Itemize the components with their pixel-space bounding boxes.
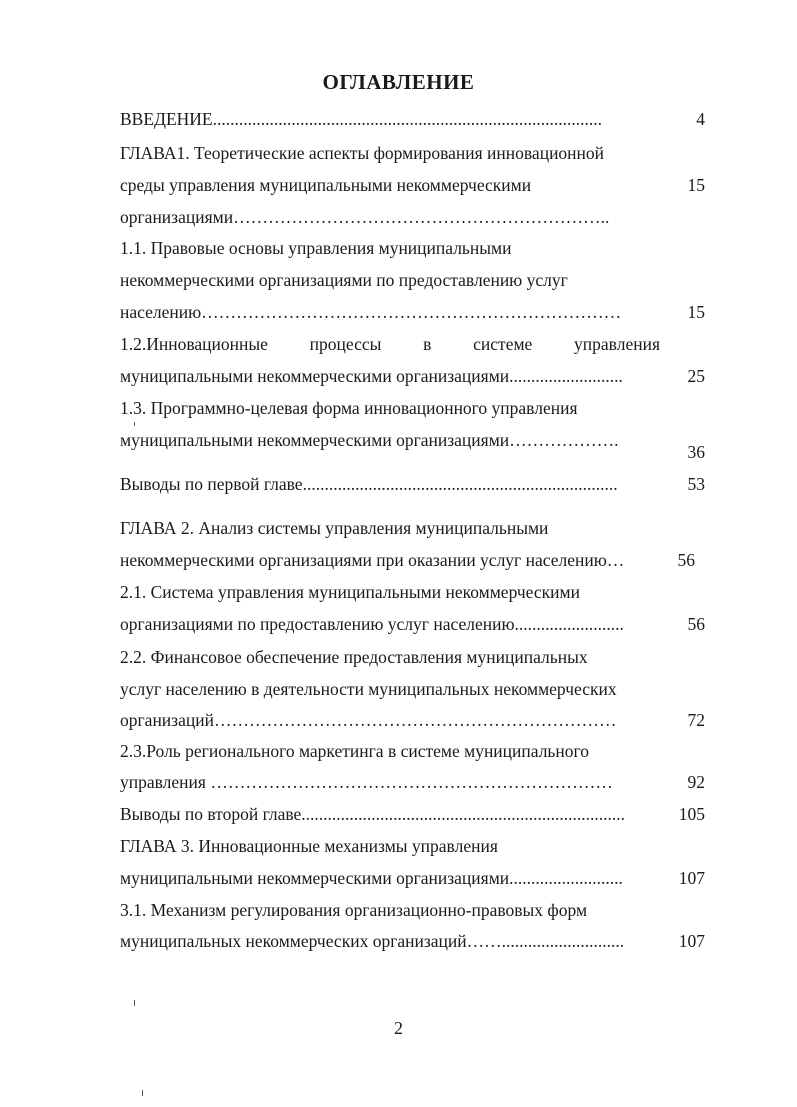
- scan-mark: [134, 1000, 135, 1006]
- toc-line: 2.1. Система управления муниципальными некоммерческими: [120, 582, 580, 602]
- toc-page-number: 107: [678, 868, 705, 888]
- toc-line: ГЛАВА1. Теоретические аспекты формирования инновационной: [120, 143, 605, 163]
- toc-line: муниципальными некоммерческими организациями……………….: [120, 430, 619, 450]
- page-number: 2: [394, 1018, 403, 1038]
- toc-line: ГЛАВА 3. Инновационные механизмы управления: [120, 836, 498, 856]
- toc-line: некоммерческими организациями при оказании услуг населению…: [120, 550, 625, 570]
- toc-page-number: 36: [687, 442, 705, 462]
- scan-mark: [142, 1090, 143, 1096]
- toc-line: управления ……………………………………………………………: [120, 772, 613, 792]
- toc-line: населению………………………………………………………………: [120, 302, 622, 322]
- toc-page-number: 4: [696, 109, 705, 129]
- toc-line: Выводы по второй главе..........................................................................: [120, 804, 626, 824]
- toc-line: организациями по предоставлению услуг населению.........................: [120, 614, 624, 634]
- toc-line: 1.1. Правовые основы управления муниципальными: [120, 238, 512, 258]
- toc-page-number: 56: [687, 614, 705, 634]
- toc-line: муниципальных некоммерческих организаций……............................: [120, 931, 625, 951]
- toc-page-number: 15: [687, 175, 705, 195]
- toc-line: 1.2.Инновационные процессы в системе управления: [120, 334, 660, 354]
- toc-line: 3.1. Механизм регулирования организационно-правовых форм: [120, 900, 588, 920]
- toc-line: организаций……………………………………………………………: [120, 710, 617, 730]
- toc-line: услуг населению в деятельности муниципальных некоммерческих: [120, 679, 617, 699]
- toc-title: ОГЛАВЛЕНИЕ: [322, 70, 475, 94]
- toc-line: среды управления муниципальными некоммерческими: [120, 175, 532, 195]
- toc-line: 1.3. Программно-целевая форма инновационного управления: [120, 398, 578, 418]
- toc-page-number: 56: [677, 550, 695, 570]
- toc-line: муниципальными некоммерческими организациями..........................: [120, 868, 623, 888]
- toc-line: Выводы по первой главе........................................................................: [120, 474, 618, 494]
- toc-page-number: 107: [678, 931, 705, 951]
- toc-page-number: 53: [687, 474, 705, 494]
- toc-page-number: 72: [687, 710, 705, 730]
- toc-page-number: 15: [687, 302, 705, 322]
- toc-page-number: 92: [687, 772, 705, 792]
- toc-line: 2.2. Финансовое обеспечение предоставления муниципальных: [120, 647, 588, 667]
- toc-line: ВВЕДЕНИЕ.........................................................................................: [120, 109, 603, 129]
- toc-line: муниципальными некоммерческими организациями..........................: [120, 366, 623, 386]
- toc-line: организациями………………………………………………………..: [120, 207, 610, 227]
- toc-line: некоммерческими организациями по предоставлению услуг: [120, 270, 568, 290]
- scan-mark: [134, 422, 135, 426]
- toc-line: ГЛАВА 2. Анализ системы управления муниципальными: [120, 518, 549, 538]
- toc-page-number: 105: [678, 804, 705, 824]
- toc-page-number: 25: [687, 366, 705, 386]
- toc-line: 2.3.Роль регионального маркетинга в системе муниципального: [120, 741, 590, 761]
